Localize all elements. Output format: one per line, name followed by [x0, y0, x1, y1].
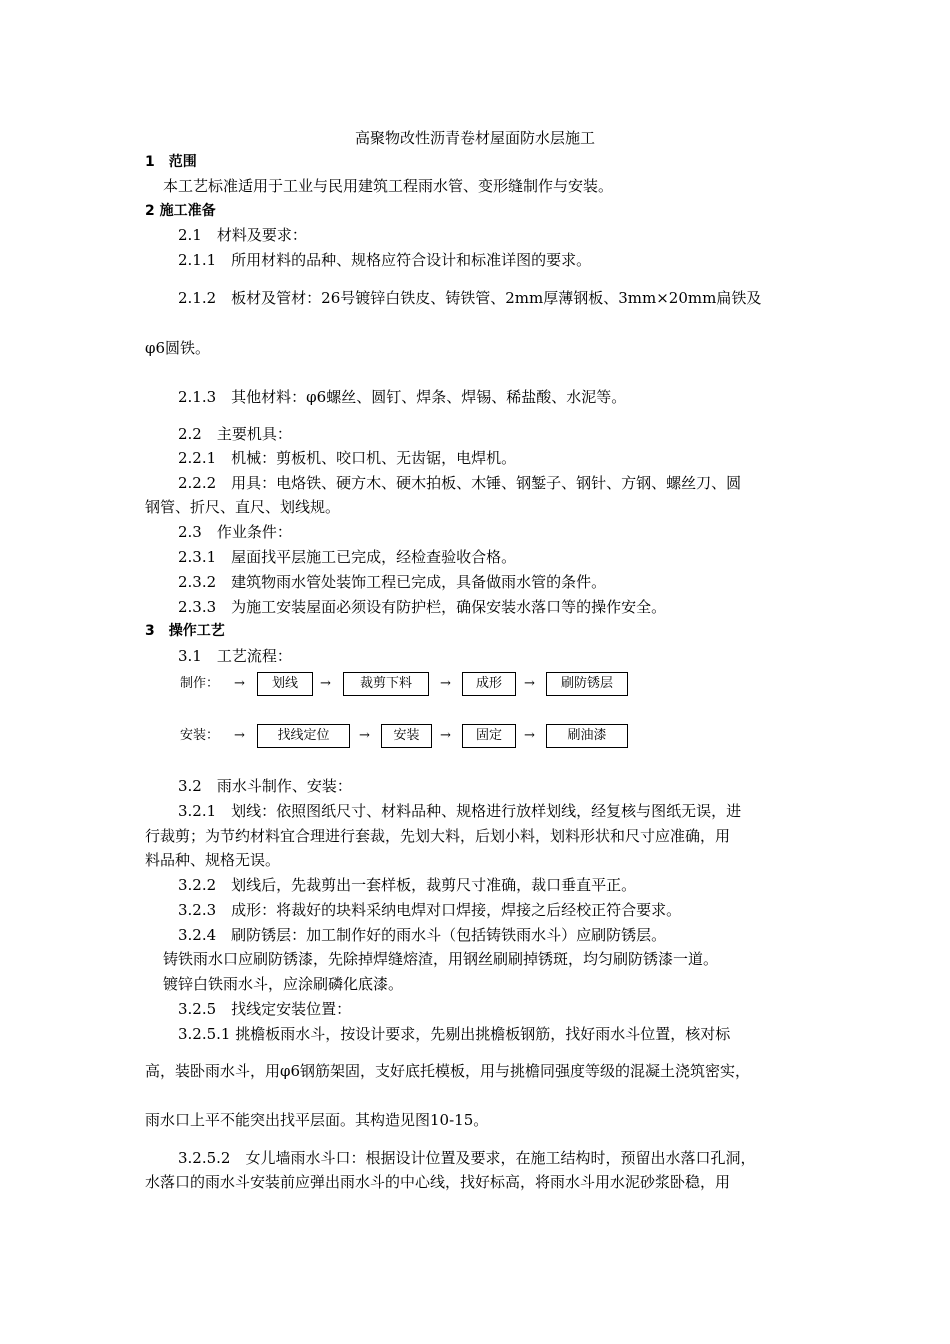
flow-step-box: 刷防锈层 [546, 672, 628, 696]
flow-arrow: → [440, 728, 451, 743]
paragraph: 高，装卧雨水斗，用φ6钢筋架固，支好底托模板，用与挑檐同强度等级的混凝土浇筑密实， [145, 1062, 751, 1080]
flow-step-box: 找线定位 [257, 724, 350, 748]
flow-step-box: 刷油漆 [546, 724, 628, 748]
paragraph: 铸铁雨水口应刷防锈漆，先除掉焊缝熔渣，用钢丝刷刷掉锈斑，均匀刷防锈漆一道。 [163, 950, 719, 968]
paragraph: 2.3.2 建筑物雨水管处装饰工程已完成，具备做雨水管的条件。 [178, 573, 607, 591]
paragraph: 2.1.1 所用材料的品种、规格应符合设计和标准详图的要求。 [178, 251, 592, 269]
flow-install-label: 安装： [180, 728, 220, 743]
paragraph: 3.2.3 成形：将裁好的块料采纳电焊对口焊接，焊接之后经校正符合要求。 [178, 901, 682, 919]
flow-arrow: → [524, 728, 535, 743]
paragraph: 料品种、规格无误。 [145, 851, 281, 869]
flow-arrow: → [234, 676, 245, 691]
paragraph: 2.1 材料及要求： [178, 226, 307, 244]
paragraph: 3.2.4 刷防锈层：加工制作好的雨水斗（包括铸铁雨水斗）应刷防锈层。 [178, 926, 667, 944]
paragraph: 镀锌白铁雨水斗，应涂刷磷化底漆。 [163, 975, 404, 993]
paragraph: 3.2.5.1 挑檐板雨水斗，按设计要求，先剔出挑檐板钢筋，找好雨水斗位置，核对标 [178, 1025, 731, 1043]
paragraph: 3.1 工艺流程： [178, 647, 292, 665]
paragraph: 2.2 主要机具： [178, 425, 292, 443]
paragraph: φ6圆铁。 [145, 339, 211, 357]
section-1-heading: 1 范围 [145, 154, 197, 170]
paragraph: 3.2.5.2 女儿墙雨水斗口：根据设计位置及要求，在施工结构时，预留出水落口孔洞， [178, 1149, 756, 1167]
paragraph: 2.3.3 为施工安装屋面必须设有防护栏，确保安装水落口等的操作安全。 [178, 598, 667, 616]
flow-step-box: 固定 [462, 724, 516, 748]
flow-make-label: 制作： [180, 676, 220, 691]
paragraph: 3.2.5 找线定安装位置： [178, 1000, 352, 1018]
flow-step-box: 安装 [381, 724, 432, 748]
paragraph: 2.2.1 机械：剪板机、咬口机、无齿锯，电焊机。 [178, 449, 517, 467]
flow-arrow: → [359, 728, 370, 743]
paragraph: 行裁剪；为节约材料宜合理进行套裁，先划大料，后划小料，划料形状和尺寸应准确，用 [145, 827, 731, 845]
paragraph: 2.3 作业条件： [178, 523, 292, 541]
flow-step-box: 划线 [257, 672, 313, 696]
paragraph: 2.1.2 板材及管材：26号镀锌白铁皮、铸铁管、2mm厚薄钢板、3mm×20mm扁铁及 [178, 289, 762, 307]
paragraph: 2.2.2 用具：电烙铁、硬方木、硬木拍板、木锤、钢錾子、钢针、方钢、螺丝刀、圆 [178, 474, 742, 492]
flow-arrow: → [234, 728, 245, 743]
page-title: 高聚物改性沥青卷材屋面防水层施工 [354, 129, 595, 147]
flow-step-box: 成形 [462, 672, 516, 696]
paragraph: 雨水口上平不能突出找平层面。其构造见图10-15。 [145, 1111, 489, 1129]
flow-arrow: → [524, 676, 535, 691]
paragraph: 2.1.3 其他材料：φ6螺丝、圆钉、焊条、焊锡、稀盐酸、水泥等。 [178, 388, 627, 406]
flow-step-box: 裁剪下料 [343, 672, 429, 696]
paragraph: 2.3.1 屋面找平层施工已完成，经检查验收合格。 [178, 548, 517, 566]
paragraph: 3.2.2 划线后，先裁剪出一套样板，裁剪尺寸准确，裁口垂直平正。 [178, 876, 637, 894]
flow-arrow: → [320, 676, 331, 691]
section-3-heading: 3 操作工艺 [145, 623, 225, 639]
section-2-heading: 2 施工准备 [145, 203, 216, 219]
paragraph: 3.2.1 划线：依照图纸尺寸、材料品种、规格进行放样划线，经复核与图纸无误，进 [178, 802, 742, 820]
flow-arrow: → [440, 676, 451, 691]
paragraph: 3.2 雨水斗制作、安装： [178, 777, 352, 795]
paragraph: 水落口的雨水斗安装前应弹出雨水斗的中心线，找好标高，将雨水斗用水泥砂浆卧稳，用 [145, 1173, 731, 1191]
paragraph: 钢管、折尺、直尺、划线规。 [145, 498, 341, 516]
paragraph: 本工艺标准适用于工业与民用建筑工程雨水管、变形缝制作与安装。 [163, 177, 614, 195]
